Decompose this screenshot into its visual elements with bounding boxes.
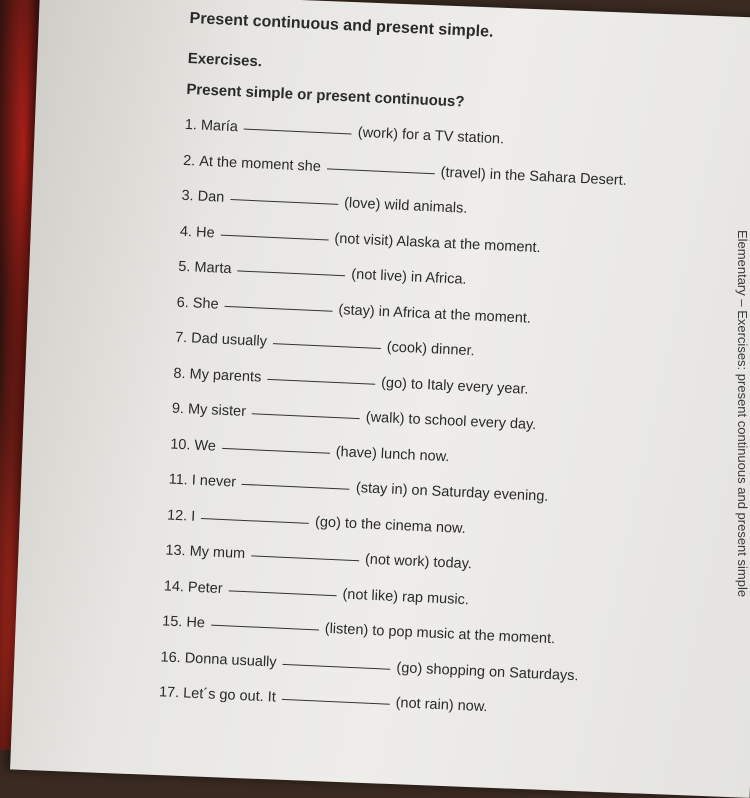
side-caption: Elementary – Exercises: present continuous and present simple <box>735 230 750 598</box>
item-number: 7. <box>174 329 192 347</box>
item-number: 9. <box>171 400 189 418</box>
answer-blank[interactable] <box>267 377 375 384</box>
answer-blank[interactable] <box>222 446 330 453</box>
item-lead-text: My sister <box>187 401 247 420</box>
worksheet <box>158 10 709 734</box>
item-lead-text: My parents <box>189 365 262 386</box>
item-lead-text: Let´s go out. It <box>182 685 277 706</box>
verb-hint: (go) shopping on Saturdays. <box>396 659 579 684</box>
answer-blank[interactable] <box>201 517 309 524</box>
page-title: Present continuous and present simple. <box>189 10 494 41</box>
verb-hint: (have) lunch now. <box>335 443 450 465</box>
verb-hint: (travel) in the Sahara Desert. <box>440 164 628 189</box>
item-number: 15. <box>161 613 187 631</box>
answer-blank[interactable] <box>283 662 391 669</box>
item-lead-text: Dan <box>197 188 225 206</box>
verb-hint: (listen) to pop music at the moment. <box>324 620 556 648</box>
verb-hint: (work) for a TV station. <box>357 124 505 148</box>
item-number: 10. <box>169 436 195 454</box>
item-number: 2. <box>182 152 200 170</box>
item-lead-text: I never <box>191 472 237 491</box>
verb-hint: (stay) in Africa at the moment. <box>338 301 532 327</box>
item-number: 17. <box>158 684 184 702</box>
item-lead-text: Peter <box>187 579 224 597</box>
item-lead-text: At the moment she <box>198 153 322 175</box>
item-number: 11. <box>168 471 193 489</box>
item-number: 14. <box>163 577 189 595</box>
answer-blank[interactable] <box>282 698 390 705</box>
answer-blank[interactable] <box>273 342 381 349</box>
answer-blank[interactable] <box>251 554 359 561</box>
item-number: 13. <box>165 542 190 560</box>
answer-blank[interactable] <box>244 128 352 135</box>
item-number: 3. <box>181 187 199 205</box>
verb-hint: (not live) in Africa. <box>351 266 467 288</box>
verb-hint: (not like) rap music. <box>342 586 470 608</box>
verb-hint: (stay in) on Saturday evening. <box>355 480 549 505</box>
verb-hint: (go) to Italy every year. <box>380 374 529 398</box>
answer-blank[interactable] <box>225 304 333 311</box>
item-number: 6. <box>176 294 194 311</box>
answer-blank[interactable] <box>242 483 350 490</box>
item-number: 16. <box>160 648 186 666</box>
verb-hint: (love) wild animals. <box>343 195 468 217</box>
item-lead-text: Donna usually <box>184 649 277 671</box>
item-lead-text: He <box>186 614 206 632</box>
answer-blank[interactable] <box>327 167 435 174</box>
answer-blank[interactable] <box>229 589 337 596</box>
verb-hint: (walk) to school every day. <box>365 409 537 434</box>
verb-hint: (cook) dinner. <box>386 339 475 360</box>
item-lead-text: Marta <box>194 259 232 278</box>
item-lead-text: Dad usually <box>190 330 268 350</box>
item-lead-text: We <box>194 437 217 455</box>
item-lead-text: My mum <box>189 543 246 563</box>
item-number: 12. <box>166 506 192 525</box>
item-number: 8. <box>173 365 190 382</box>
section-subtitle: Exercises. <box>187 49 263 71</box>
exercise-list <box>158 108 705 734</box>
item-lead-text: She <box>192 294 219 313</box>
verb-hint: (go) to the cinema now. <box>314 513 467 537</box>
item-number: 5. <box>177 258 195 276</box>
answer-blank[interactable] <box>220 233 328 240</box>
answer-blank[interactable] <box>230 198 338 205</box>
item-number: 1. <box>184 116 202 134</box>
item-lead-text: María <box>200 117 239 136</box>
item-lead-text: I <box>190 508 196 525</box>
item-lead-text: He <box>195 224 215 241</box>
verb-hint: (not visit) Alaska at the moment. <box>334 230 541 256</box>
answer-blank[interactable] <box>252 412 360 419</box>
verb-hint: (not rain) now. <box>395 695 488 716</box>
exercise-heading: Present simple or present continuous? <box>186 80 465 111</box>
item-number: 4. <box>179 223 197 240</box>
answer-blank[interactable] <box>211 624 319 631</box>
verb-hint: (not work) today. <box>364 551 473 573</box>
answer-blank[interactable] <box>237 269 345 276</box>
